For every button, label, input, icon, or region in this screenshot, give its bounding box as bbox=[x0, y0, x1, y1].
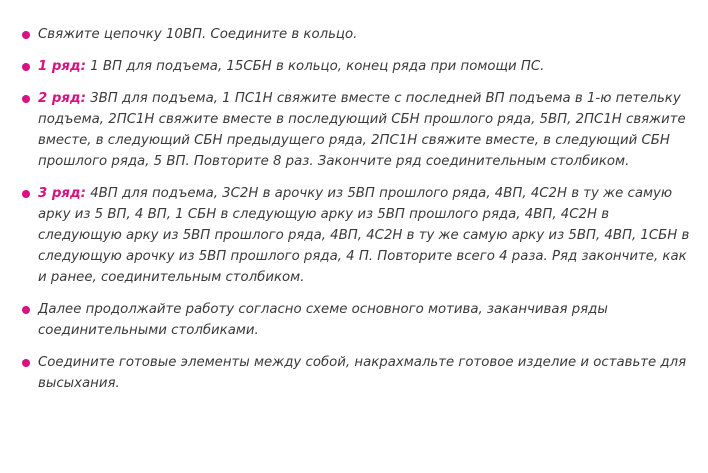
list-item-row-1 bbox=[0, 56, 690, 77]
list-item-step-1 bbox=[0, 24, 690, 45]
list-item-continue bbox=[0, 299, 690, 341]
list-item-row-3 bbox=[0, 183, 690, 288]
step-lead: 2 ряд: bbox=[38, 91, 86, 106]
step-text: 1 ВП для подъема, 15СБН в кольцо, конец ряда при помощи ПС. bbox=[86, 59, 545, 74]
step-lead: 1 ряд: bbox=[38, 59, 86, 74]
list-item-row-2 bbox=[0, 88, 690, 172]
step-lead: 3 ряд: bbox=[38, 186, 86, 201]
step-text: Соедините готовые элементы между собой, накрахмальте готовое изделие и оставьте для высыхания. bbox=[38, 355, 687, 391]
step-text: 3ВП для подъема, 1 ПС1Н свяжите вместе с последней ВП подъема в 1-ю петельку подъема, 2ПС1Н свяжите вместе в последующий СБН прошлого ряда, 5ВП, 2ПС1Н свяжите вместе, в следующий СБН предыдущего ряда, 2ПС1Н свяжите вместе, в следующий СБН прошлого ряда, 5 ВП. Повторите 8 раз. Закончите ряд соединительным столбиком. bbox=[38, 91, 686, 169]
step-text: Далее продолжайте работу согласно схеме основного мотива, заканчивая ряды соединительными столбиками. bbox=[38, 302, 608, 338]
circle-bullet-icon bbox=[22, 190, 30, 198]
circle-bullet-icon bbox=[22, 306, 30, 314]
circle-bullet-icon bbox=[22, 31, 30, 39]
circle-bullet-icon bbox=[22, 63, 30, 71]
step-text: 4ВП для подъема, 3С2Н в арочку из 5ВП прошлого ряда, 4ВП, 4С2Н в ту же самую арку из 5 ВП, 4 ВП, 1 СБН в следующую арку из 5ВП прошлого ряда, 4ВП, 4С2Н в следующую арку из 5ВП прошлого ряда, 4ВП, 4С2Н в ту же самую арку из 5ВП, 4ВП, 1СБН в следующую арочку из 5ВП прошлого ряда, 4 П. Повторите всего 4 раза. Ряд закончите, как и ранее, соединительным столбиком. bbox=[38, 186, 690, 285]
list-item-finish bbox=[0, 352, 690, 394]
circle-bullet-icon bbox=[22, 359, 30, 367]
circle-bullet-icon bbox=[22, 95, 30, 103]
step-text: Свяжите цепочку 10ВП. Соедините в кольцо. bbox=[38, 27, 358, 42]
